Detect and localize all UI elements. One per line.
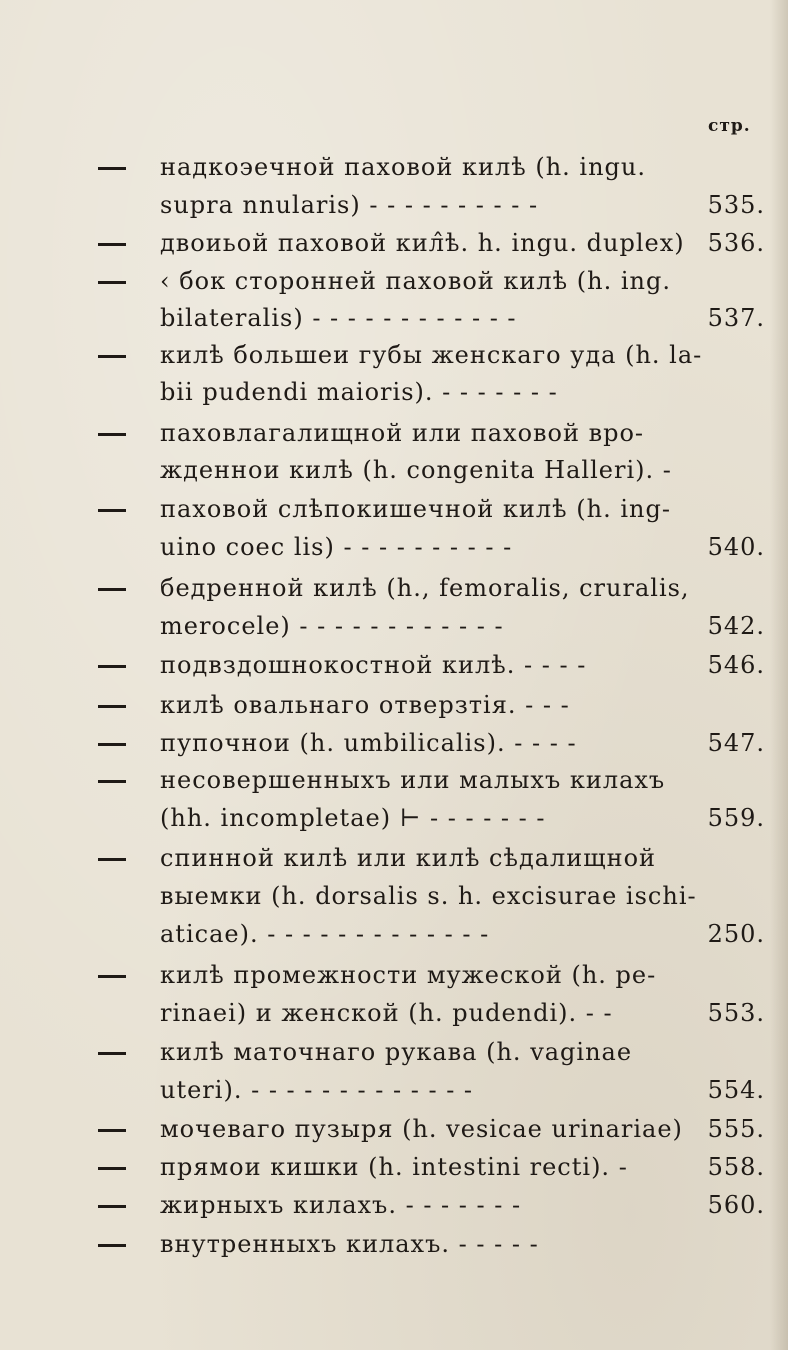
page-column-header: стр.	[708, 116, 751, 136]
entry-line	[160, 380, 765, 404]
entry-line	[160, 653, 765, 677]
entry-line	[160, 155, 765, 179]
entry-dash	[98, 705, 126, 708]
entry-text: килѣ овальнаго отверзтія. - - -	[160, 691, 570, 719]
page-number: 535.	[707, 191, 765, 219]
entry-line	[160, 1078, 765, 1102]
entry-line	[160, 884, 765, 908]
entry-text: uino coec lis) - - - - - - - - - -	[160, 533, 513, 561]
page-number: 560.	[707, 1191, 765, 1219]
entry-text: килѣ маточнаго рукава (h. vaginae	[160, 1038, 633, 1066]
entry-line	[160, 306, 765, 330]
page-number: 553.	[707, 999, 765, 1027]
entry-text: выемки (h. dorsalis s. h. excisurae ischi-	[160, 882, 697, 910]
entry-line	[160, 693, 765, 717]
page-number: 554.	[707, 1076, 765, 1104]
entry-text: пупочнои (h. umbilicalis). - - - -	[160, 729, 577, 757]
entry-line	[160, 231, 765, 255]
entry-text: uteri). - - - - - - - - - - - - -	[160, 1076, 474, 1104]
entry-line	[160, 193, 765, 217]
entry-text: килѣ большеи губы женскаго уда (h. la-	[160, 341, 703, 369]
entry-line	[160, 458, 765, 482]
entry-text: спинной килѣ или килѣ сѣдалищной	[160, 844, 657, 872]
entry-text: aticae). - - - - - - - - - - - - -	[160, 920, 490, 948]
page-number: 536.	[707, 229, 765, 257]
entry-line	[160, 421, 765, 445]
entry-dash	[98, 1244, 126, 1247]
entry-dash	[98, 665, 126, 668]
entry-dash	[98, 1129, 126, 1132]
entry-line	[160, 614, 765, 638]
entry-dash	[98, 1052, 126, 1055]
entry-line	[160, 1232, 765, 1256]
entry-text: жирныхъ килахъ. - - - - - - -	[160, 1191, 522, 1219]
entry-text: rinaei) и женской (h. pudendi). - -	[160, 999, 613, 1027]
entry-line	[160, 806, 765, 830]
entry-text: несовершенныхъ или малыхъ килахъ	[160, 766, 666, 794]
entry-dash	[98, 355, 126, 358]
entry-line	[160, 731, 765, 755]
entry-dash	[98, 1167, 126, 1170]
entry-line	[160, 963, 765, 987]
entry-text: прямои кишки (h. intestini recti). -	[160, 1153, 628, 1181]
page-number: 540.	[707, 533, 765, 561]
entry-line	[160, 1193, 765, 1217]
page-number: 547.	[707, 729, 765, 757]
page-number: 559.	[707, 804, 765, 832]
entry-dash	[98, 858, 126, 861]
page-number: 546.	[707, 651, 765, 679]
entry-text: килѣ промежности мужеской (h. pe-	[160, 961, 657, 989]
entry-text: bii pudendi maioris). - - - - - - -	[160, 378, 558, 406]
entry-line	[160, 1040, 765, 1064]
entry-line	[160, 497, 765, 521]
entry-dash	[98, 743, 126, 746]
entry-text: merocele) - - - - - - - - - - - -	[160, 612, 504, 640]
entry-dash	[98, 509, 126, 512]
entry-text: двоиьой паховой кил̂ѣ. h. ingu. duplex)	[160, 229, 685, 257]
page-number: 542.	[707, 612, 765, 640]
entry-text: supra nnularis) - - - - - - - - - -	[160, 191, 539, 219]
entry-dash	[98, 281, 126, 284]
entry-text: мочеваго пузыря (h. vesicae urinariae)	[160, 1115, 683, 1143]
entry-line	[160, 768, 765, 792]
page-number: 537.	[707, 304, 765, 332]
entry-dash	[98, 1205, 126, 1208]
entry-text: надкоэечной паховой килѣ (h. ingu.	[160, 153, 646, 181]
entry-dash	[98, 243, 126, 246]
entry-line	[160, 535, 765, 559]
entry-text: bilateralis) - - - - - - - - - - - -	[160, 304, 517, 332]
entry-line	[160, 576, 765, 600]
entry-text: ‹ бок сторонней паховой килѣ (h. ing.	[160, 267, 671, 295]
entry-text: (hh. incompletae) ⊢ - - - - - - -	[160, 804, 546, 832]
page-number: 558.	[707, 1153, 765, 1181]
entry-text: жденнои килѣ (h. congenita Halleri). -	[160, 456, 672, 484]
entry-line	[160, 1117, 765, 1141]
entry-line	[160, 1155, 765, 1179]
entry-line	[160, 922, 765, 946]
page-number: 555.	[707, 1115, 765, 1143]
entry-line	[160, 1001, 765, 1025]
entry-dash	[98, 167, 126, 170]
entry-text: паховой слѣпокишечной килѣ (h. ing-	[160, 495, 671, 523]
entry-text: подвздошнокостной килѣ. - - - -	[160, 651, 587, 679]
entry-text: бедренной килѣ (h., femoralis, cruralis,	[160, 574, 690, 602]
page-gutter-shadow	[770, 0, 788, 1350]
entry-dash	[98, 433, 126, 436]
entry-dash	[98, 588, 126, 591]
entry-text: внутренныхъ килахъ. - - - - -	[160, 1230, 539, 1258]
entry-dash	[98, 975, 126, 978]
page-number: 250.	[707, 920, 765, 948]
entry-line	[160, 846, 765, 870]
entry-line	[160, 269, 765, 293]
entry-line	[160, 343, 765, 367]
entry-text: паховлагалищной или паховой вро-	[160, 419, 645, 447]
entry-dash	[98, 780, 126, 783]
